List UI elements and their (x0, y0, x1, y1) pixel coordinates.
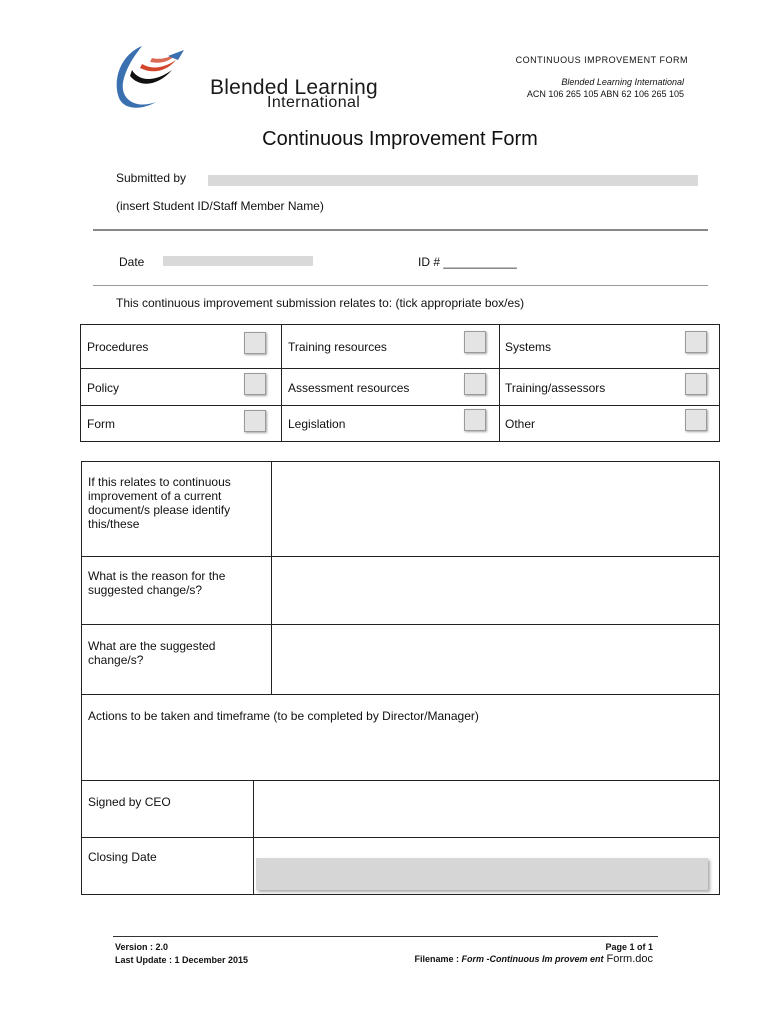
question-current-document-label: If this relates to continuous improvement of a current document/s please identify this/these (88, 475, 231, 531)
header-acn-abn: ACN 106 265 105 ABN 62 106 265 105 (526, 89, 684, 99)
question-suggested-changes-label: What are the suggested change/s? (88, 639, 216, 667)
table-divider (253, 780, 254, 894)
category-procedures-checkbox[interactable] (244, 332, 266, 354)
closing-date-field[interactable] (256, 858, 708, 890)
table-divider (82, 694, 719, 695)
table-divider (271, 462, 272, 694)
category-legislation-label: Legislation (288, 417, 346, 431)
category-training-assessors-label: Training/assessors (505, 381, 606, 395)
category-other-checkbox[interactable] (685, 409, 707, 431)
signed-by-ceo-field[interactable] (255, 782, 718, 836)
footer-filename (414, 953, 653, 965)
category-other-label: Other (505, 417, 536, 431)
reason-field[interactable] (273, 558, 718, 623)
category-form-checkbox[interactable] (244, 410, 266, 432)
table-divider (81, 368, 719, 369)
suggested-changes-field[interactable] (273, 626, 718, 693)
id-label[interactable]: ID # ___________ (418, 255, 517, 269)
table-divider (499, 325, 500, 441)
category-systems-label: Systems (505, 340, 552, 354)
category-assessment-resources-label: Assessment resources (288, 381, 410, 395)
date-label: Date (119, 255, 145, 269)
footer-page-number: Page 1 of 1 (605, 942, 653, 952)
footer-filename-suffix: Form.doc (603, 953, 653, 965)
category-training-resources-checkbox[interactable] (464, 331, 486, 353)
footer-filename-prefix: Filename : (414, 954, 462, 964)
submitted-by-hint: (insert Student ID/Staff Member Name) (116, 199, 324, 213)
logo-text-primary: Blended Learning (210, 76, 378, 99)
date-field[interactable] (163, 256, 313, 266)
divider (93, 229, 708, 231)
footer-version: Version : 2.0 (115, 942, 169, 952)
footer-last-update: Last Update : 1 December 2015 (115, 955, 249, 965)
submitted-by-label: Submitted by (116, 171, 187, 185)
question-reason-label: What is the reason for the suggested change/s? (88, 569, 226, 597)
category-form-label: Form (87, 417, 115, 431)
details-table (81, 461, 720, 895)
signed-by-ceo-label: Signed by CEO (88, 795, 171, 809)
category-policy-label: Policy (87, 381, 120, 395)
relates-to-instruction: This continuous improvement submission relates to: (tick appropriate box/es) (116, 296, 525, 310)
category-legislation-checkbox[interactable] (464, 409, 486, 431)
header-company-name: Blended Learning International (561, 77, 684, 87)
table-divider (82, 780, 719, 781)
table-divider (82, 624, 719, 625)
page-title: Continuous Improvement Form (262, 128, 538, 150)
actions-field[interactable] (83, 728, 718, 779)
table-divider (81, 405, 719, 406)
divider (93, 285, 708, 286)
table-divider (281, 325, 282, 441)
submitted-by-field[interactable] (208, 175, 698, 186)
actions-label: Actions to be taken and timeframe (to be completed by Director/Manager) (88, 709, 479, 723)
company-logo-icon (112, 40, 207, 112)
category-training-resources-label: Training resources (288, 340, 387, 354)
table-divider (82, 837, 719, 838)
category-table (80, 324, 720, 442)
footer-divider (113, 936, 658, 937)
current-document-field[interactable] (273, 463, 718, 555)
header-form-name: CONTINUOUS IMPROVEMENT FORM (515, 55, 688, 65)
category-training-assessors-checkbox[interactable] (685, 373, 707, 395)
logo-text-secondary: International (267, 94, 361, 111)
category-procedures-label: Procedures (87, 340, 149, 354)
category-policy-checkbox[interactable] (244, 373, 266, 395)
table-divider (82, 556, 719, 557)
category-systems-checkbox[interactable] (685, 331, 707, 353)
footer-filename-italic: Form -Continuous Im provem ent (461, 954, 604, 964)
closing-date-label: Closing Date (88, 850, 157, 864)
category-assessment-resources-checkbox[interactable] (464, 373, 486, 395)
